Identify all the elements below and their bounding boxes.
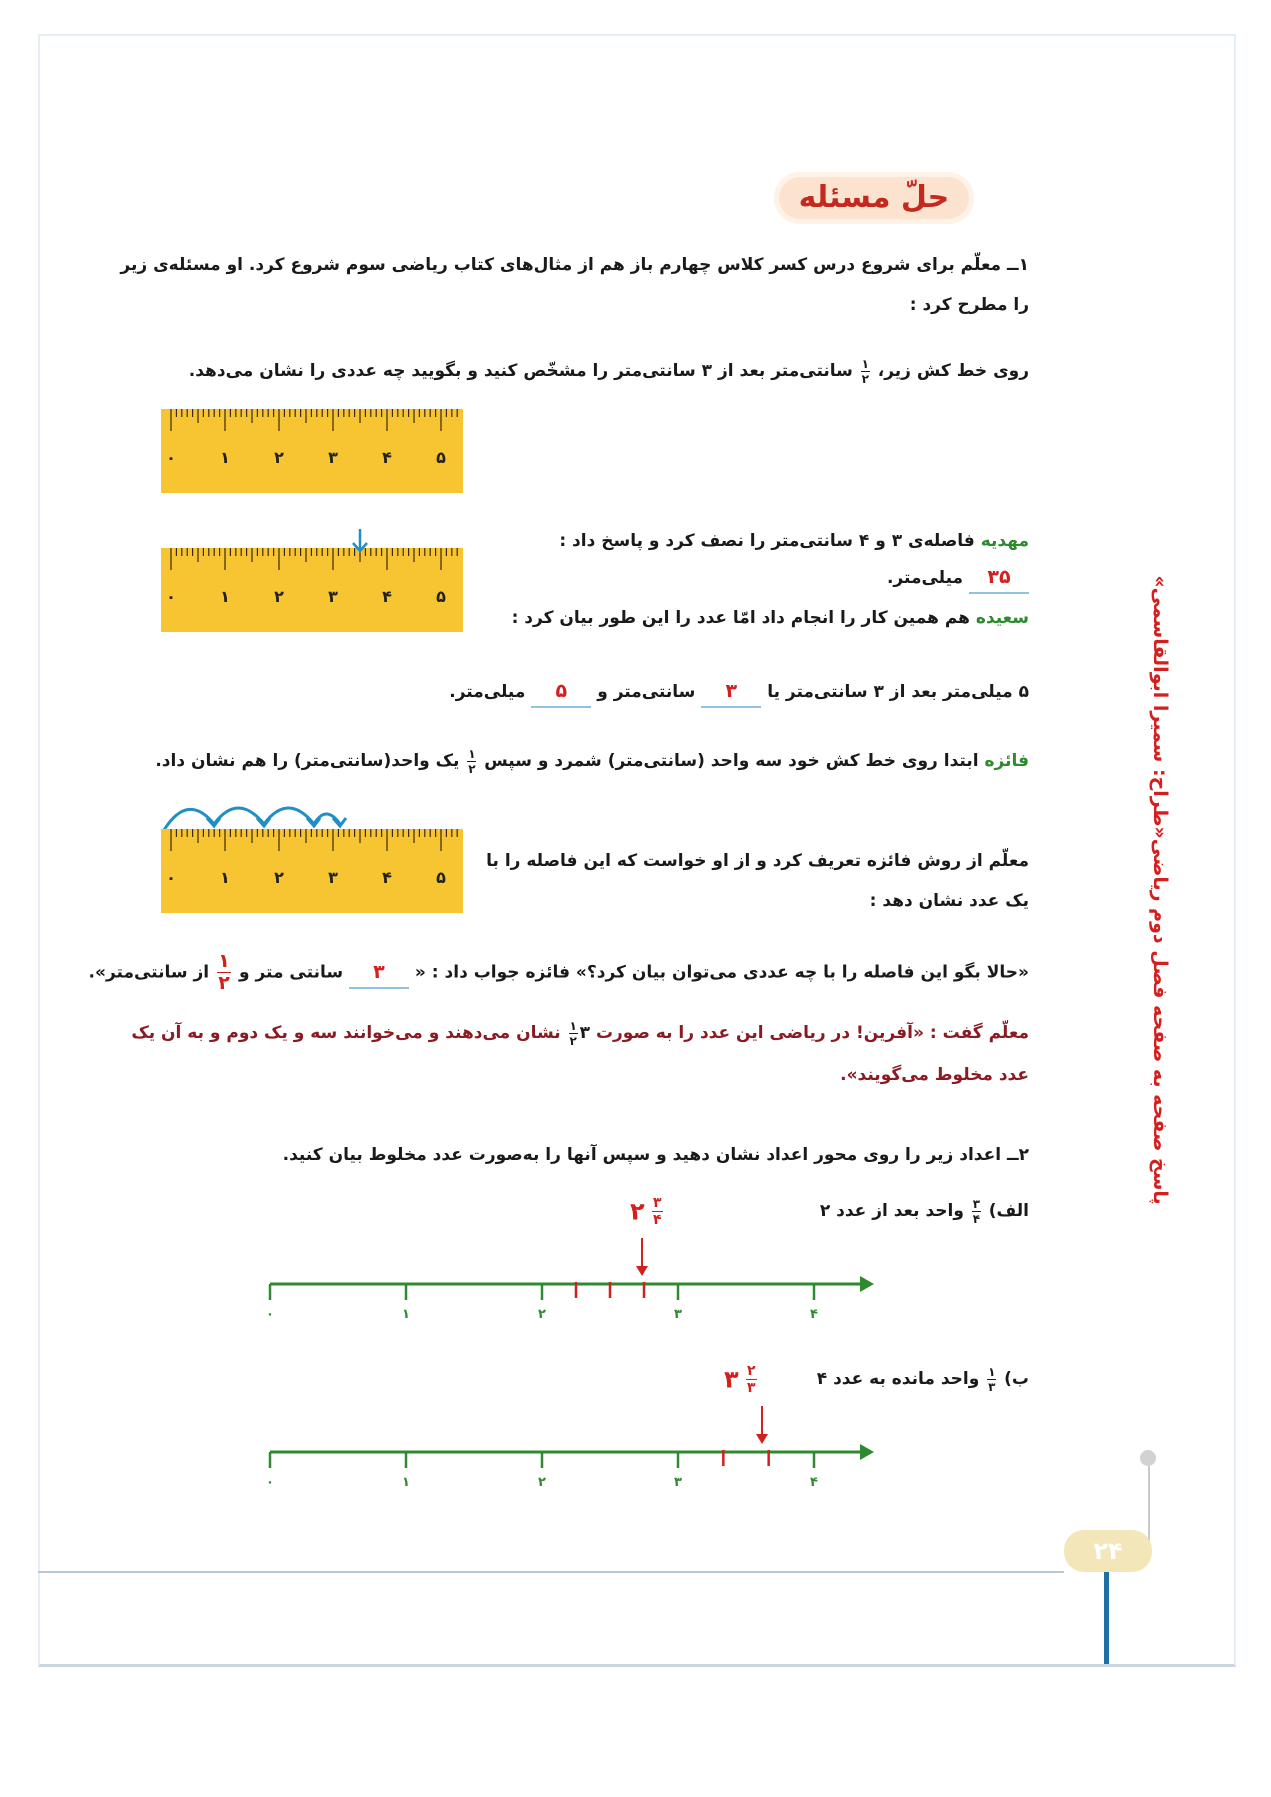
ruler-label: ۵ [436,448,446,467]
mahdieh-answer-line [887,562,1029,594]
number-line-label: ۰ [266,1475,274,1490]
ruler-label: ۲ [274,587,284,606]
part-b-prompt: ب) $\frac{۱}{۳}$ واحد مانده به عدد ۴ [816,1364,1029,1394]
footer-post [1104,1572,1109,1664]
problem1-task [189,356,1029,386]
problem1-intro-line1: ۱ــ معلّم برای شروع درس کسر کلاس چهارم باز هم از مثال‌های کتاب ریاضی سوم شروع کرد. او مسئله‌ی زیر [120,255,1029,275]
ruler-label: ۱ [220,587,230,606]
question-answer-whole: ۳ [349,957,409,989]
problem2-intro: ۲ــ اعداد زیر را روی محور اعداد نشان دهید و سپس آنها را به‌صورت عدد مخلوط بیان کنید. [282,1145,1029,1165]
number-line-label: ۳ [674,1307,682,1322]
question-line: «حالا بگو این فاصله را با چه عددی می‌توان بیان کرد؟» فائزه جواب داد : « ۳ سانتی متر و $\frac{۱}{۲}$ از سانتی‌متر». [88,950,1029,994]
ruler-2 [161,548,463,632]
saeideh-line [512,603,1029,633]
number-line-label: ۴ [810,1307,818,1322]
saeideh-text: هم همین کار را انجام داد امّا عدد را این طور بیان کرد : [511,608,970,628]
ruler-label: ۰ [166,587,176,606]
ruler-1 [161,409,463,493]
ruler-label: ۳ [328,587,338,606]
part-b-answer: ۳ $\frac{۲}{۳}$ [724,1363,756,1396]
ruler-label: ۳ [328,868,338,887]
faezeh-line: فائزه ابتدا روی خط کش خود سه واحد (سانتی‌متر) شمرد و سپس $\frac{۱}{۲}$ یک واحد(سانتی‌متر) را هم نشان داد. [155,746,1029,776]
ruler-label: ۵ [436,587,446,606]
ruler-3 [161,829,463,913]
number-line-label: ۰ [266,1307,274,1322]
ruler-label: ۴ [382,587,392,606]
number-line-label: ۴ [810,1475,818,1490]
saeideh-answer-mm: ۵ [531,676,591,708]
number-line-a [262,1268,892,1322]
ruler-body [161,548,463,632]
ruler-body [161,829,463,913]
number-line-label: ۱ [402,1475,410,1490]
number-line-arrow [860,1444,874,1460]
ruler-label: ۰ [166,448,176,467]
mahdieh-name: مهدیه [980,531,1029,551]
ruler-label: ۴ [382,448,392,467]
ruler-label: ۲ [274,448,284,467]
down-arrow-icon [350,528,370,554]
number-line-b [262,1436,892,1490]
side-caption: پاسخ صفحه به صفحه فصل دوم ریاضی«طراح: سمیرا ابوالقاسمی» [1149,575,1171,1205]
ruler-label: ۱ [220,868,230,887]
teacher-line1: معلّم از روش فائزه تعریف کرد و از او خواست که این فاصله را با [486,851,1029,871]
question-answer-fraction: $\frac{۱}{۲}$ [218,950,230,994]
teacher-said-line2: عدد مخلوط می‌گویند». [840,1065,1029,1085]
faezeh-name: فائزه [984,751,1029,771]
ruler-label: ۰ [166,868,176,887]
task-after: سانتی‌متر بعد از ۳ سانتی‌متر را مشخّص کنید و بگویید چه عددی را نشان می‌دهد. [188,361,853,381]
saeideh-name: سعیده [975,608,1029,628]
problem1-intro-line2: را مطرح کرد : [909,295,1029,315]
mahdieh-line [559,526,1029,556]
task-before: روی خط کش زیر، [877,361,1029,381]
number-line-arrow [860,1276,874,1292]
number-line-label: ۱ [402,1307,410,1322]
mixed-number: ۳ $\frac{۱}{۲}$ [569,1018,591,1048]
mahdieh-answer: ۳۵ [969,562,1029,594]
saeideh-answer-cm: ۳ [701,676,761,708]
page-number: ۲۴ [1093,1537,1123,1565]
number-line-label: ۲ [538,1307,546,1322]
teacher-said-line1: معلّم گفت : «آفرین! در ریاضی این عدد را به صورت ۳ $\frac{۱}{۲}$ نشان می‌دهند و می‌خوانند سه و یک دوم و به آن یک [131,1018,1029,1048]
mahdieh-text: فاصله‌ی ۳ و ۴ سانتی‌متر را نصف کرد و پاسخ داد : [559,531,975,551]
faezeh-half-fraction: $\frac{۱}{۲}$ [468,746,476,776]
part-a-prompt: الف) $\frac{۳}{۴}$ واحد بعد از عدد ۲ [819,1196,1029,1226]
ruler-label: ۵ [436,868,446,887]
ruler-label: ۱ [220,448,230,467]
part-a-answer: ۲ $\frac{۳}{۴}$ [630,1195,662,1228]
pin-dot [1140,1450,1156,1466]
ruler-label: ۴ [382,868,392,887]
saeideh-answer-line: ۵ میلی‌متر بعد از ۳ سانتی‌متر یا ۳ سانتی‌متر و ۵ میلی‌متر. [449,676,1029,708]
half-fraction: $\frac{۱}{۲}$ [861,356,869,386]
footer-line [38,1571,1064,1573]
teacher-line2: یک عدد نشان دهد : [869,891,1029,911]
mahdieh-unit: میلی‌متر. [886,568,964,588]
ruler-label: ۳ [328,448,338,467]
number-line-label: ۲ [538,1475,546,1490]
ruler-label: ۲ [274,868,284,887]
ruler-body [161,409,463,493]
section-title: حلّ مسئله [798,180,950,215]
number-line-label: ۳ [674,1475,682,1490]
